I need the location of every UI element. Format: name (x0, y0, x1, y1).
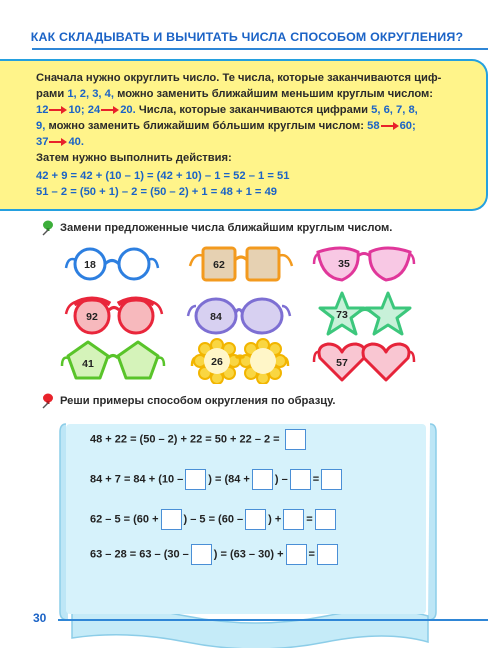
glasses-number: 73 (336, 309, 348, 321)
page-number: 30 (33, 611, 47, 625)
rule-example-1: 42 + 9 = 42 + (10 – 1) = (42 + 10) – 1 = 52 – 1 = 51 (36, 170, 290, 182)
rule-line-5: 37 40. (36, 136, 85, 148)
footer-line (58, 619, 488, 621)
rule-line-3: 12 10; 24 20. Числа, которые заканчиваются цифрами 5, 6, 7, 8, (36, 104, 418, 116)
glasses-number: 18 (84, 259, 96, 271)
rule-line-4: 9, можно заменить ближайшим бóльшим круглым числом: 58 60; (36, 120, 416, 132)
answer-box[interactable] (285, 429, 306, 450)
glasses-number: 84 (210, 311, 222, 323)
glasses-flower-yellow (190, 338, 290, 384)
answer-box[interactable] (191, 544, 212, 565)
page-title: КАК СКЛАДЫВАТЬ И ВЫЧИТАТЬ ЧИСЛА СПОСОБОМ ОКРУГЛЕНИЯ? (30, 30, 464, 44)
answer-box[interactable] (252, 469, 273, 490)
glasses-number: 92 (86, 311, 98, 323)
pushpin-green-icon (40, 220, 54, 236)
rule-example-2: 51 – 2 = (50 + 1) – 2 = (50 – 2) + 1 = 48 + 1 = 49 (36, 186, 278, 198)
equation-1: 48 + 22 = (50 – 2) + 22 = 50 + 22 – 2 = (90, 429, 308, 450)
rule-text (36, 70, 476, 150)
answer-box[interactable] (315, 509, 336, 530)
task-2-instruction: Реши примеры способом округления по образцу. (60, 395, 336, 407)
glasses-star-green (312, 290, 418, 340)
title-underline (32, 48, 488, 50)
answer-box[interactable] (317, 544, 338, 565)
glasses-pentagon-green (60, 338, 166, 384)
glasses-oval-purple (186, 292, 292, 338)
rule-line-2: рами 1, 2, 3, 4, можно заменить ближайшим меньшим круглым числом: (36, 88, 434, 100)
task-1-instruction: Замени предложенные числа ближайшим круглым числом. (60, 222, 393, 234)
glasses-heart-red (312, 338, 416, 384)
glasses-square-orange (186, 242, 296, 286)
equation-3: 62 – 5 = (60 + ) – 5 = (60 – ) + = (90, 509, 338, 530)
rule-line-1: Сначала нужно округлить число. Те числа, которые заканчиваются циф- (36, 72, 442, 84)
arrow-right-icon (49, 105, 67, 115)
arrow-right-icon (101, 105, 119, 115)
glasses-cateye-pink (312, 242, 416, 286)
answer-box[interactable] (286, 544, 307, 565)
answer-box[interactable] (161, 509, 182, 530)
answer-box[interactable] (185, 469, 206, 490)
rule-then-heading: Затем нужно выполнить действия: (36, 152, 232, 164)
pushpin-red-icon (40, 393, 54, 409)
glasses-number: 62 (213, 259, 225, 271)
glasses-number: 41 (82, 358, 94, 370)
glasses-round-red (64, 292, 164, 338)
answer-box[interactable] (283, 509, 304, 530)
equation-4: 63 – 28 = 63 – (30 – ) = (63 – 30) + = (90, 544, 340, 565)
arrow-right-icon (381, 121, 399, 131)
glasses-round-blue (64, 242, 160, 286)
glasses-number: 26 (211, 356, 223, 368)
equation-2: 84 + 7 = 84 + (10 – ) = (84 + ) – = (90, 469, 344, 490)
answer-box[interactable] (245, 509, 266, 530)
glasses-number: 57 (336, 357, 348, 369)
glasses-number: 35 (338, 258, 350, 270)
arrow-right-icon (49, 137, 67, 147)
answer-box[interactable] (290, 469, 311, 490)
answer-box[interactable] (321, 469, 342, 490)
